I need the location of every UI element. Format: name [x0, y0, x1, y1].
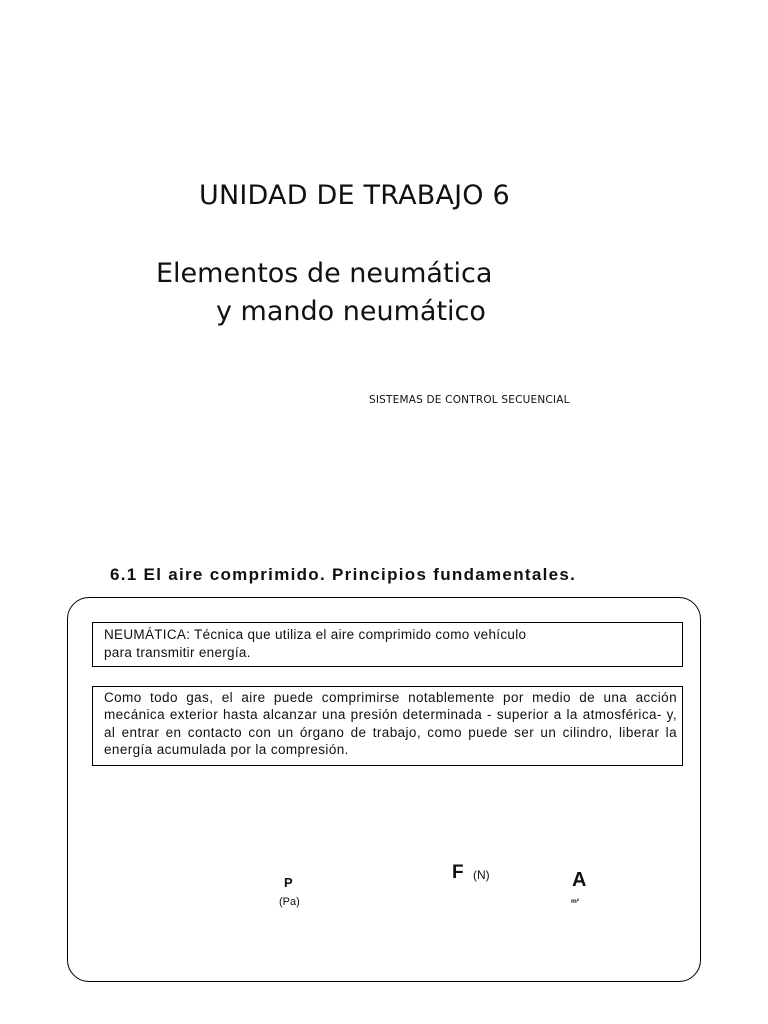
pressure-symbol: P [284, 875, 293, 890]
section-heading: 6.1 El aire comprimido. Principios fundamentales. [110, 565, 577, 584]
definition-box [92, 622, 683, 667]
description-box: Como todo gas, el aire puede comprimirse notablemente por medio de una acción mecánica exterior hasta alcanzar una presión determinada - superior a la atmosférica- y, al entrar en contacto con un órgano de trabajo, como puede ser un cilindro, liberar la energía acumulada por la compresión. [92, 686, 683, 766]
series-label: SISTEMAS DE CONTROL SECUENCIAL [369, 394, 570, 406]
area-symbol: A [572, 869, 587, 891]
pressure-unit: (Pa) [279, 896, 300, 908]
subtitle-line-1: Elementos de neumática [156, 258, 493, 289]
definition-line-1: NEUMÁTICA: Técnica que utiliza el aire comprimido como vehículo [104, 627, 527, 642]
force-symbol: F [452, 862, 464, 883]
unit-title: UNIDAD DE TRABAJO 6 [199, 180, 510, 211]
area-unit: m² [571, 898, 579, 905]
definition-line-2: para transmitir energía. [104, 645, 251, 660]
subtitle-line-2: y mando neumático [216, 296, 486, 327]
force-unit: (N) [473, 868, 490, 882]
